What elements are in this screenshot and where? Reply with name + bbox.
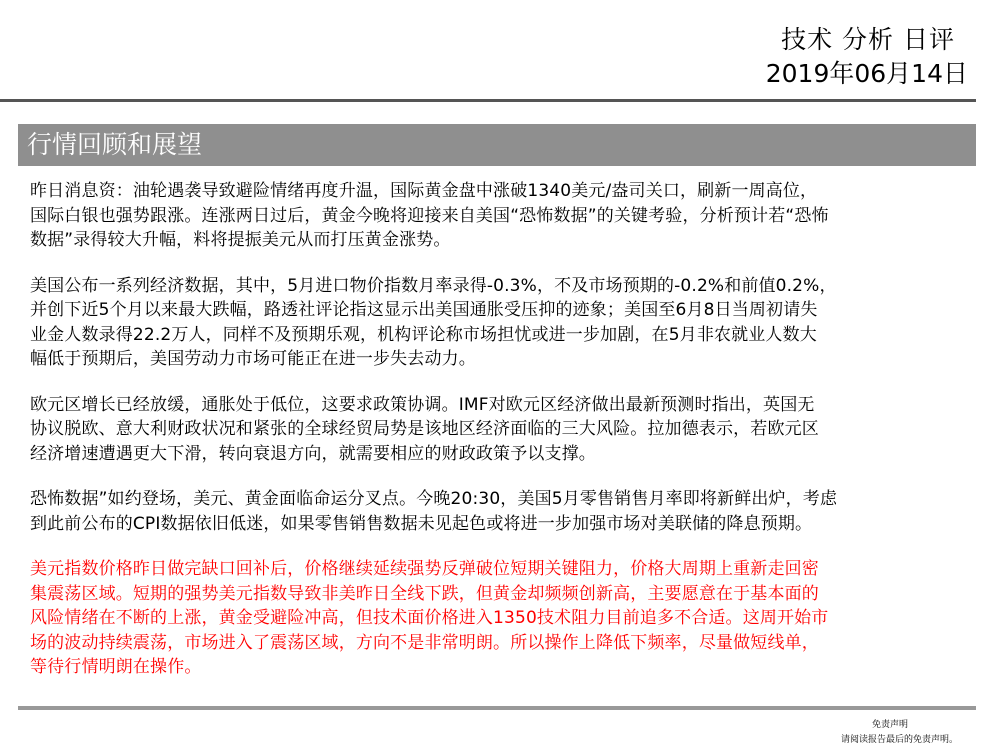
footer-divider [18,706,976,710]
paragraph-us-economic-data: 美国公布一系列经济数据，其中，5月进口物价指数月率录得-0.3%，不及市场预期的-0.2%和前值0.2%， 并创下近5个月以来最大跌幅，路透社评论指这显示出美国通胀受压抑的迹象；美国至6月8日当周初请失 业金人数录得22.2万人，同样不及预期乐观，机构评论称市场担忧或进一步加剧，在5月非农就业人数大 幅低于预期后，美国劳动力市场可能正在进一步失去动力。 [30,275,837,369]
paragraph-news-summary: 昨日消息资：油轮遇袭导致避险情绪再度升温，国际黄金盘中涨破1340美元/盎司关口，刷新一周高位， 国际白银也强势跟涨。连涨两日过后，黄金今晚将迎接来自美国“恐怖数据”的关键考验，分析预计若“恐怖 数据”录得较大升幅，料将提振美元从而打压黄金涨势。 [30,181,829,250]
section-banner [18,124,976,166]
report-body [30,179,970,701]
section-title: 行情回顾和展望 [27,130,203,159]
paragraph-eurozone: 欧元区增长已经放缓，通胀处于低位，这要求政策协调。IMF对欧元区经济做出最新预测时指出，英国无 协议脱欧、意大利财政状况和紧张的全球经贸局势是该地区经济面临的三大风险。拉加德表示，若欧元区 经济增速遭遇更大下滑，转向衰退方向，就需要相应的财政政策予以支撑。 [30,394,819,464]
disclaimer-title: 免责声明 [871,720,908,730]
disclaimer-note: 请阅读报告最后的免责声明。 [840,735,958,745]
report-date: 2019年06月14日 [765,59,968,88]
paragraph-technical-analysis: 美元指数价格昨日做完缺口回补后，价格继续延续强势反弹破位短期关键阻力，价格大周期上重新走回密 集震荡区域。短期的强势美元指数导致非美昨日全线下跌，但黄金却频频创新高，主要愿意在于基本面的 风险情绪在不断的上涨，黄金受避险冲高，但技术面价格进入1350技术阻力目前追多不合适。这周开始市 场的波动持续震荡，市场进入了震荡区域，方向不是非常明朗。所以操作上降低下频率，尽量做短线单， 等待行情明朗在操作。 [30,559,829,677]
header-divider [0,99,976,102]
report-title: 技术 分析 日评 [781,25,955,54]
paragraph-retail-sales: 恐怖数据”如约登场，美元、黄金面临命运分叉点。今晚20:30，美国5月零售销售月率即将新鲜出炉，考虑 到此前公布的CPI数据依旧低迷，如果零售销售数据未见起色或将进一步加强市场对美联储的降息预期。 [30,489,838,534]
